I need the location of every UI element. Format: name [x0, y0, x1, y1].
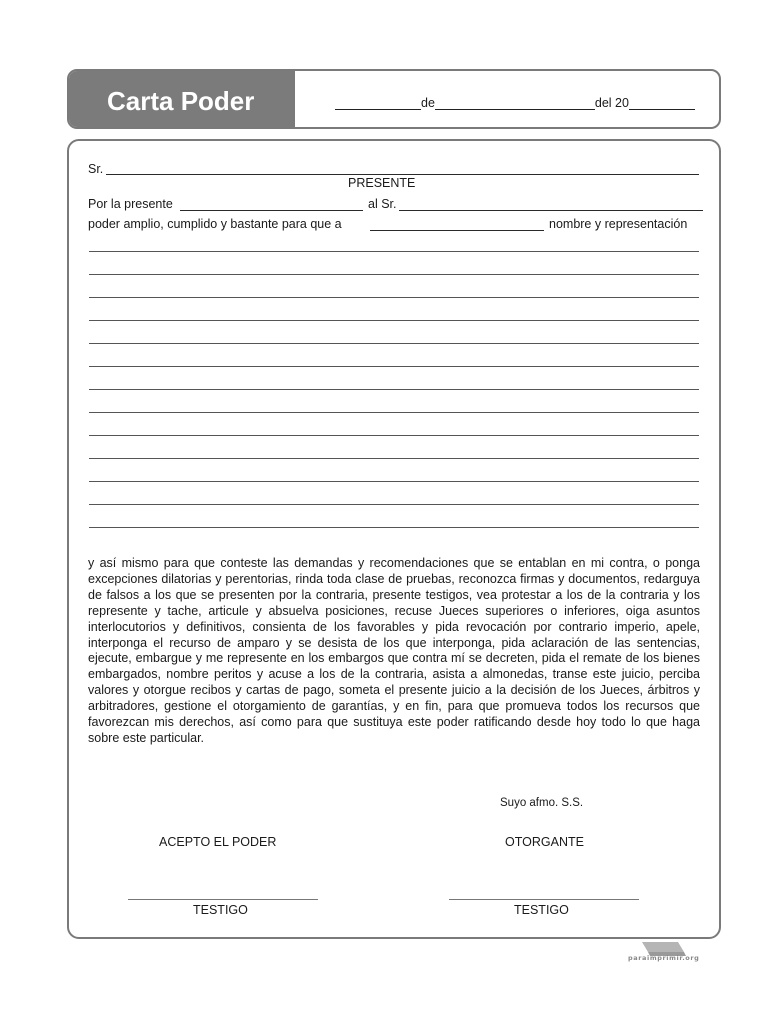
writing-line[interactable] — [89, 504, 699, 505]
writing-line[interactable] — [89, 389, 699, 390]
body-paragraph: y así mismo para que conteste las demandas y recomendaciones que se entablan en mi contra, o ponga excepciones dilatorias y perentorias, rinda toda clase de pruebas, reconozca firmas y documentos, redarguya de falsos a los que se presenten por la contraria, presente testigos, vea protestar a los de la contraria y los represente y tache, articule y absuelva posiciones, recuse Jueces superiores o inferiores, oiga asuntos interlocutorios y definitivos, consienta de los favorables y pida revocación por contrario imperio, apele, interponga el recurso de amparo y se desista de los que interponga, pida aclaración de las sentencias, ejecute, embargue y me represente en los embargos que contra mí se decreten, pida el remate de los bienes embargados, nombre peritos y acuse a los de la contraria, asista a almonedas, transe este juicio, perciba valores y otorgue recibos y cartas de pago, someta el presente juicio a la decisión de los Jueces, árbitros y arbitradores, gestione el otorgamiento de garantías, y en fin, para que promueva todos los recursos que favorezcan mis derechos, así como para que sustituya este poder ratificando desde hoy todo lo que haga sobre este particular. — [88, 556, 700, 745]
presente-label: PRESENTE — [348, 176, 416, 190]
writing-line[interactable] — [89, 481, 699, 482]
poder-amplio-blank[interactable] — [370, 230, 544, 231]
date-del-label: del 20 — [594, 96, 629, 110]
writing-line[interactable] — [89, 527, 699, 528]
al-sr-blank[interactable] — [399, 210, 703, 211]
testigo-right-label: TESTIGO — [514, 903, 569, 917]
date-de-label: de — [421, 96, 435, 110]
poder-amplio-label: poder amplio, cumplido y bastante para que a — [88, 217, 342, 231]
watermark-text: paraimprimir.org — [628, 954, 700, 962]
title-cell — [69, 71, 295, 127]
writing-line[interactable] — [89, 458, 699, 459]
writing-line[interactable] — [89, 366, 699, 367]
main-box — [67, 139, 721, 939]
por-la-presente-blank[interactable] — [180, 210, 363, 211]
writing-line[interactable] — [89, 251, 699, 252]
suyo-label: Suyo afmo. S.S. — [500, 797, 584, 809]
month-blank[interactable] — [435, 96, 595, 110]
day-blank[interactable] — [335, 96, 421, 110]
printer-logo-icon — [628, 940, 712, 966]
otorgante-label: OTORGANTE — [505, 835, 584, 849]
testigo-left-label: TESTIGO — [193, 903, 248, 917]
header-box — [67, 69, 721, 129]
page-title: Carta Poder — [107, 86, 255, 116]
writing-line[interactable] — [89, 412, 699, 413]
writing-line[interactable] — [89, 343, 699, 344]
writing-line[interactable] — [89, 435, 699, 436]
sr-blank[interactable] — [106, 174, 699, 175]
year-blank[interactable] — [629, 96, 695, 110]
acepto-label: ACEPTO EL PODER — [159, 835, 277, 849]
al-sr-label: al Sr. — [368, 197, 397, 211]
testigo-right-line[interactable] — [449, 899, 639, 900]
nombre-rep-label: nombre y representación — [549, 217, 688, 231]
writing-line[interactable] — [89, 320, 699, 321]
date-row — [335, 96, 695, 110]
testigo-left-line[interactable] — [128, 899, 318, 900]
writing-line[interactable] — [89, 274, 699, 275]
writing-line[interactable] — [89, 297, 699, 298]
por-la-presente-label: Por la presente — [88, 197, 173, 211]
sr-label: Sr. — [88, 162, 104, 176]
